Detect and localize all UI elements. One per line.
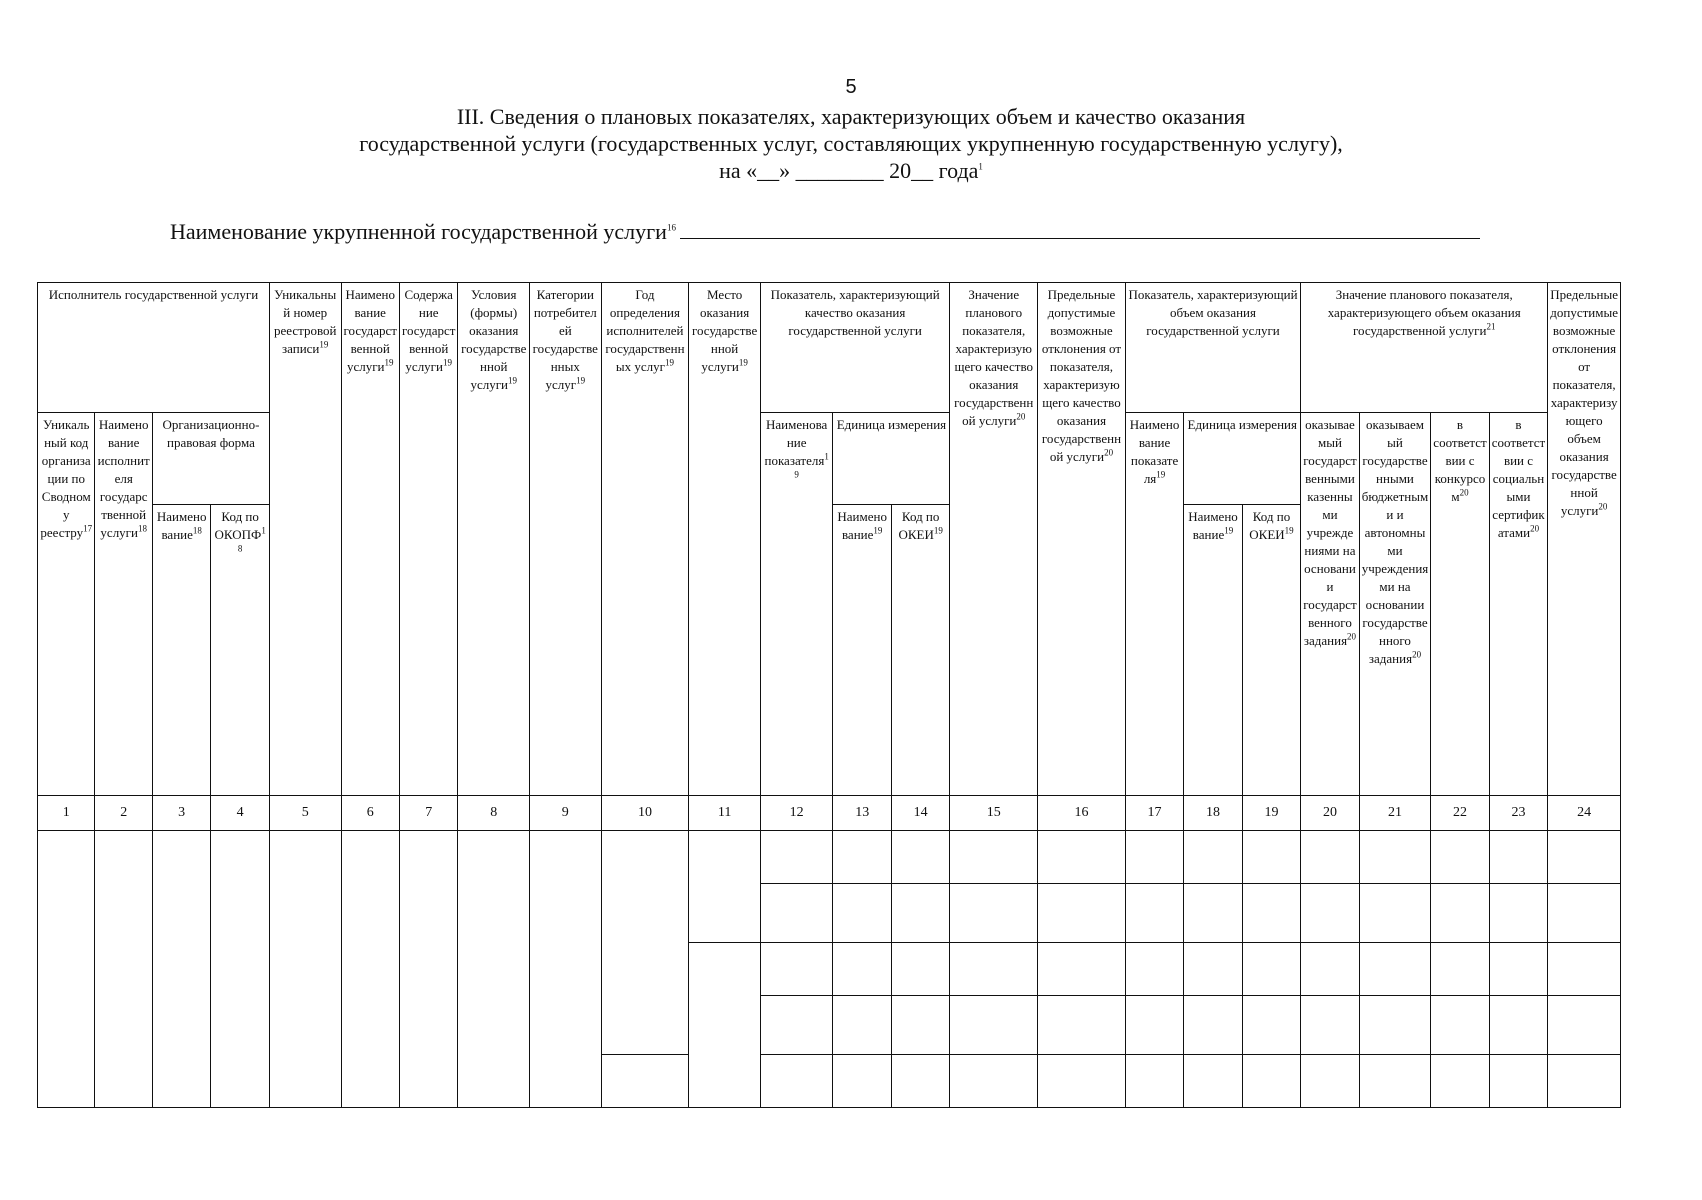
column-number-row — [38, 796, 1621, 831]
title-line-3: на «__» ________ 20__ года$^1$ — [719, 158, 983, 183]
cell[interactable] — [1184, 831, 1242, 884]
header-volume-indicator: Показатель, характеризующий объем оказания государственной услуги — [1125, 283, 1300, 413]
cell[interactable] — [1359, 943, 1431, 996]
header-place: Место оказания государственной услуги$^{19}$ — [689, 283, 761, 796]
cell[interactable] — [891, 996, 949, 1055]
cell[interactable] — [1242, 884, 1300, 943]
cell[interactable] — [1125, 831, 1183, 884]
cell[interactable] — [891, 943, 949, 996]
cell[interactable] — [1184, 943, 1242, 996]
cell[interactable] — [950, 943, 1038, 996]
column-number: 23 — [1489, 796, 1547, 831]
planned-indicators-table — [37, 282, 1621, 1108]
cell[interactable] — [1431, 831, 1489, 884]
cell-registry-number[interactable] — [269, 831, 341, 1108]
cell-okopf[interactable] — [211, 831, 270, 1108]
header-executor: Исполнитель государственной услуги — [38, 283, 270, 413]
header-quality-indicator: Показатель, характеризующий качество оказания государственной услуги — [760, 283, 950, 413]
cell[interactable] — [1548, 884, 1621, 943]
cell[interactable] — [833, 943, 891, 996]
header-by-certificates: в соответствии с социальными сертификатами$^{20}$ — [1489, 413, 1547, 796]
cell[interactable] — [833, 884, 891, 943]
cell[interactable] — [1359, 996, 1431, 1055]
column-number: 20 — [1301, 796, 1359, 831]
cell[interactable] — [1038, 831, 1126, 884]
column-number: 19 — [1242, 796, 1300, 831]
cell[interactable] — [833, 1055, 891, 1108]
header-conditions: Условия (формы) оказания государственной услуги$^{19}$ — [458, 283, 530, 796]
cell-year[interactable] — [601, 1055, 689, 1108]
header-quality-okei: Код по ОКЕИ$^{19}$ — [891, 505, 949, 796]
cell-year[interactable] — [601, 831, 689, 1055]
column-number: 22 — [1431, 796, 1489, 831]
cell[interactable] — [1359, 884, 1431, 943]
column-number: 15 — [950, 796, 1038, 831]
column-number: 7 — [399, 796, 457, 831]
cell[interactable] — [760, 943, 833, 996]
cell[interactable] — [1489, 943, 1547, 996]
column-number: 10 — [601, 796, 689, 831]
cell[interactable] — [1489, 884, 1547, 943]
page-number: 5 — [845, 76, 857, 98]
service-name-field: Наименование укрупненной государственной услуги$^{16}$ — [170, 218, 1480, 245]
cell[interactable] — [1184, 1055, 1242, 1108]
cell[interactable] — [1184, 996, 1242, 1055]
header-quality-indicator-name: Наименование показателя$^{19}$ — [760, 413, 833, 796]
cell[interactable] — [833, 996, 891, 1055]
title-line-2: государственной услуги (государственных услуг, составляющих укрупненную государственную услугу), — [359, 131, 1343, 156]
cell[interactable] — [1359, 831, 1431, 884]
cell[interactable] — [1548, 996, 1621, 1055]
cell[interactable] — [1431, 884, 1489, 943]
cell[interactable] — [891, 1055, 949, 1108]
header-service-content: Содержание государственной услуги$^{19}$ — [399, 283, 457, 796]
column-number: 16 — [1038, 796, 1126, 831]
column-number: 21 — [1359, 796, 1431, 831]
header-quality-value: Значение планового показателя, характеризующего качество оказания государственной услуги$^{20}$ — [950, 283, 1038, 796]
header-executor-name: Наименование исполнителя государственной услуги$^{18}$ — [95, 413, 152, 796]
cell[interactable] — [950, 996, 1038, 1055]
cell-service-content[interactable] — [399, 831, 457, 1108]
table-row — [38, 831, 1621, 884]
header-volume-value: Значение планового показателя, характеризующего объем оказания государственной услуги$^{21}$ — [1301, 283, 1548, 413]
column-number: 12 — [760, 796, 833, 831]
cell[interactable] — [1359, 1055, 1431, 1108]
column-number: 1 — [38, 796, 95, 831]
cell[interactable] — [950, 1055, 1038, 1108]
cell[interactable] — [760, 884, 833, 943]
header-volume-unit-name: Наименование$^{19}$ — [1184, 505, 1242, 796]
cell-service-name[interactable] — [341, 831, 399, 1108]
column-number: 8 — [458, 796, 530, 831]
cell-place[interactable] — [689, 943, 761, 1108]
header-org-form-name: Наименование$^{18}$ — [152, 505, 210, 796]
cell[interactable] — [891, 831, 949, 884]
column-number: 18 — [1184, 796, 1242, 831]
cell[interactable] — [1489, 1055, 1547, 1108]
column-number: 9 — [530, 796, 602, 831]
header-by-state-institutions: оказываемый государственными казенными учреждениями на основании государственного задания$^{20}$ — [1301, 413, 1359, 796]
column-number: 3 — [152, 796, 210, 831]
header-quality-unit: Единица измерения — [833, 413, 950, 505]
column-number: 5 — [269, 796, 341, 831]
cell[interactable] — [1301, 1055, 1359, 1108]
column-number: 4 — [211, 796, 270, 831]
cell[interactable] — [1184, 884, 1242, 943]
cell[interactable] — [891, 884, 949, 943]
column-number: 24 — [1548, 796, 1621, 831]
cell-consumers[interactable] — [530, 831, 602, 1108]
header-service-name: Наименование государственной услуги$^{19}$ — [341, 283, 399, 796]
cell-executor-name[interactable] — [95, 831, 152, 1108]
cell[interactable] — [1242, 996, 1300, 1055]
form-title — [0, 103, 1702, 184]
cell[interactable] — [1548, 1055, 1621, 1108]
column-number: 6 — [341, 796, 399, 831]
cell[interactable] — [1548, 831, 1621, 884]
cell[interactable] — [760, 996, 833, 1055]
cell[interactable] — [950, 884, 1038, 943]
column-number: 14 — [891, 796, 949, 831]
cell[interactable] — [760, 1055, 833, 1108]
service-name-blank[interactable] — [680, 218, 1480, 239]
header-quality-unit-name: Наименование$^{19}$ — [833, 505, 891, 796]
cell-org-form-name[interactable] — [152, 831, 210, 1108]
cell[interactable] — [950, 831, 1038, 884]
column-number: 2 — [95, 796, 152, 831]
header-consumers: Категории потребителей государственных услуг$^{19}$ — [530, 283, 602, 796]
cell[interactable] — [1242, 943, 1300, 996]
cell[interactable] — [1431, 996, 1489, 1055]
cell-conditions[interactable] — [458, 831, 530, 1108]
cell[interactable] — [1431, 1055, 1489, 1108]
title-line-1: III. Сведения о плановых показателях, характеризующих объем и качество оказания — [456, 104, 1246, 129]
header-org-form: Организационно-правовая форма — [152, 413, 269, 505]
header-by-contest: в соответствии с конкурсом$^{20}$ — [1431, 413, 1489, 796]
cell[interactable] — [1125, 996, 1183, 1055]
header-okopf: Код по ОКОПФ$^{18}$ — [211, 505, 270, 796]
cell[interactable] — [760, 831, 833, 884]
cell[interactable] — [1489, 831, 1547, 884]
cell[interactable] — [1125, 884, 1183, 943]
cell[interactable] — [1125, 943, 1183, 996]
cell[interactable] — [1301, 996, 1359, 1055]
service-name-label: Наименование укрупненной государственной услуги — [170, 219, 667, 244]
header-year: Год определения исполнителей государственных услуг$^{19}$ — [601, 283, 689, 796]
header-volume-indicator-name: Наименование показателя$^{19}$ — [1125, 413, 1183, 796]
column-number: 17 — [1125, 796, 1183, 831]
cell[interactable] — [1431, 943, 1489, 996]
header-registry-number: Уникальный номер реестровой записи$^{19}$ — [269, 283, 341, 796]
header-volume-okei: Код по ОКЕИ$^{19}$ — [1242, 505, 1300, 796]
cell[interactable] — [1548, 943, 1621, 996]
cell[interactable] — [1301, 943, 1359, 996]
header-unique-code: Уникальный код организации по Сводному реестру$^{17}$ — [38, 413, 95, 796]
cell[interactable] — [833, 831, 891, 884]
header-volume-unit: Единица измерения — [1184, 413, 1301, 505]
cell[interactable] — [1038, 884, 1126, 943]
column-number: 11 — [689, 796, 761, 831]
cell[interactable] — [1242, 1055, 1300, 1108]
header-by-budget-institutions: оказываемый государственными бюджетными и автономными учреждениями на основании государственного задания$^{20}$ — [1359, 413, 1431, 796]
cell-unique-code[interactable] — [38, 831, 95, 1108]
header-quality-deviation: Предельные допустимые возможные отклонения от показателя, характеризующего качество оказания государственной услуги$^{20}$ — [1038, 283, 1126, 796]
cell[interactable] — [1038, 943, 1126, 996]
cell[interactable] — [1242, 831, 1300, 884]
cell-place[interactable] — [689, 831, 761, 943]
cell[interactable] — [1038, 996, 1126, 1055]
cell[interactable] — [1038, 1055, 1126, 1108]
cell[interactable] — [1301, 884, 1359, 943]
cell[interactable] — [1125, 1055, 1183, 1108]
cell[interactable] — [1301, 831, 1359, 884]
column-number: 13 — [833, 796, 891, 831]
cell[interactable] — [1489, 996, 1547, 1055]
header-volume-deviation: Предельные допустимые возможные отклонения от показателя, характеризующего объем оказания государственной услуги$^{20}$ — [1548, 283, 1621, 796]
